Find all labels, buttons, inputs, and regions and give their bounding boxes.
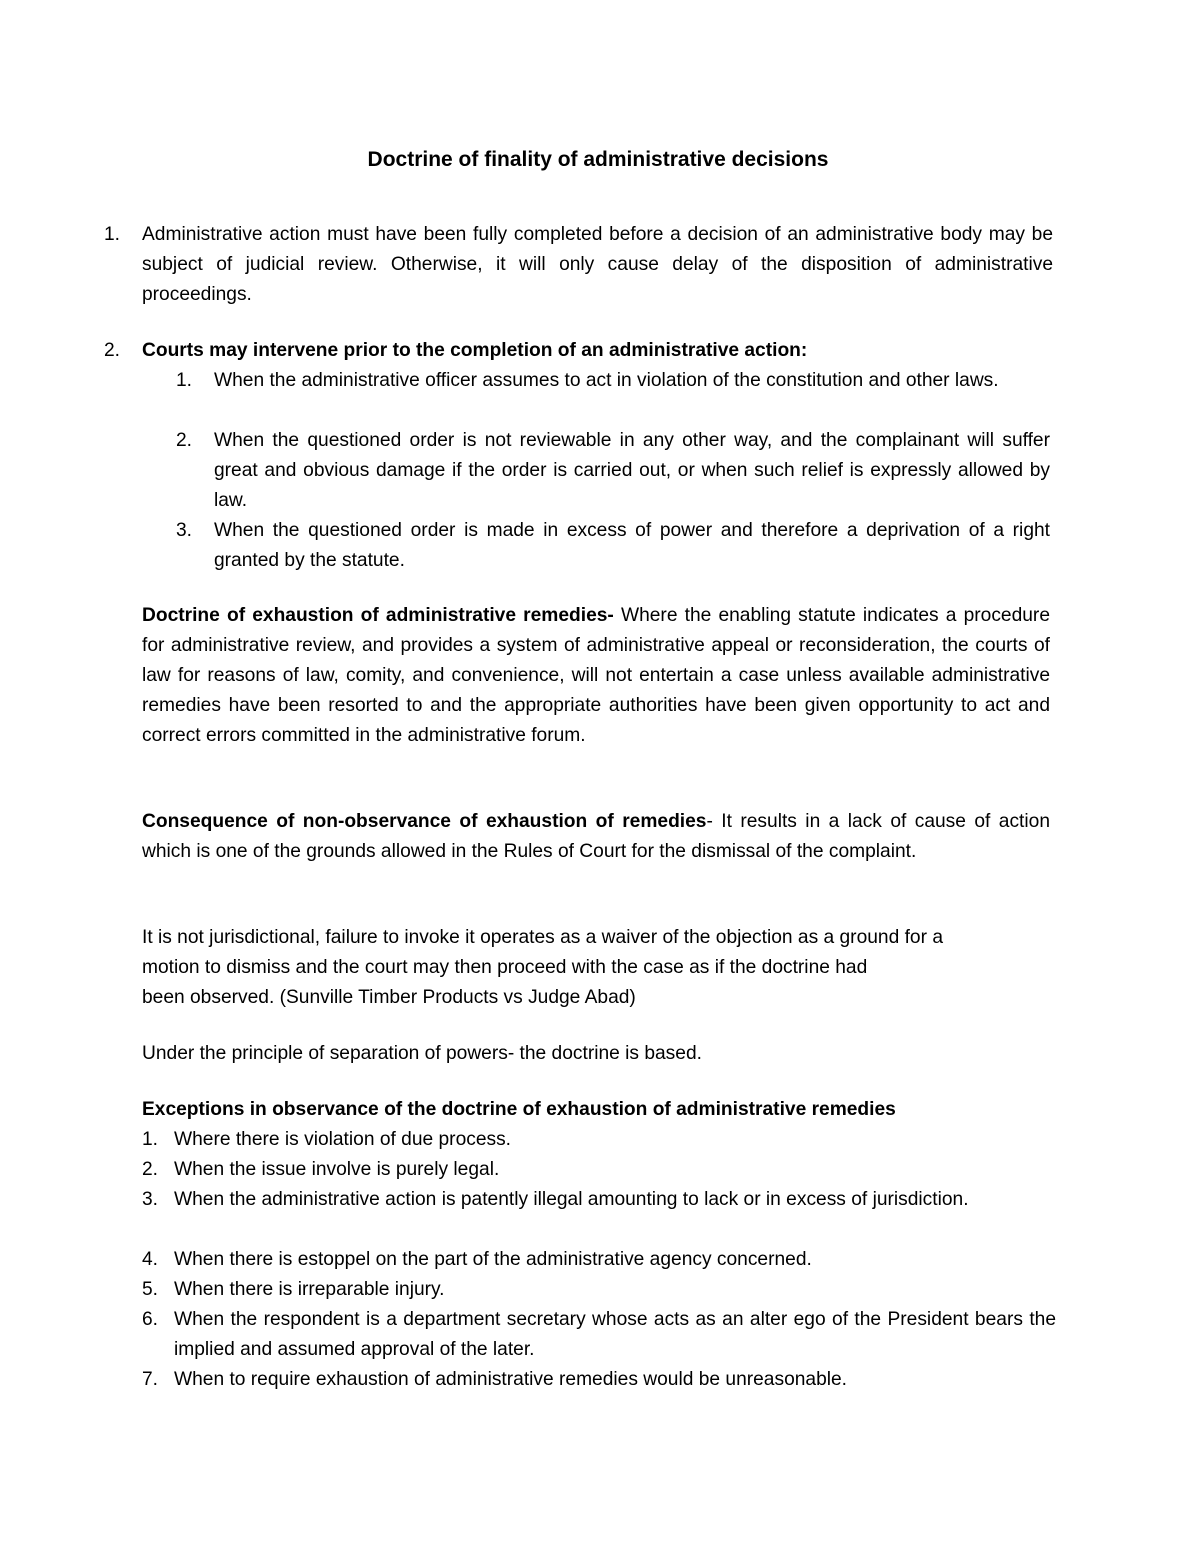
finality-item-1: Administrative action must have been fully completed before a decision of an administrative body may be subject of judicial review. Otherwise, it will only cause delay of the disposition of administrative proceedings. [142, 224, 1053, 305]
list-number: 7. [142, 1369, 159, 1390]
exceptions-heading: Exceptions in observance of the doctrine of exhaustion of administrative remedies [142, 1099, 896, 1120]
list-number: 3. [142, 1189, 159, 1210]
not-jurisdictional-line-1: It is not jurisdictional, failure to invoke it operates as a waiver of the objection as a ground for a [142, 927, 943, 948]
not-jurisdictional-line-3: been observed. (Sunville Timber Products vs Judge Abad) [142, 987, 636, 1008]
exception-item-5: When there is irreparable injury. [174, 1279, 445, 1300]
list-number: 5. [142, 1279, 159, 1300]
sublist-item-3: When the questioned order is made in excess of power and therefore a deprivation of a right granted by the statute. [214, 520, 1050, 571]
list-number: 6. [142, 1309, 159, 1330]
sublist-number: 1. [176, 370, 193, 391]
separation-paragraph: Under the principle of separation of powers- the doctrine is based. [142, 1043, 702, 1064]
exception-item-6: When the respondent is a department secretary whose acts as an alter ego of the President bears the implied and assumed approval of the later. [174, 1309, 1056, 1360]
consequence-paragraph [142, 807, 1050, 867]
finality-item-2-heading: Courts may intervene prior to the completion of an administrative action: [142, 340, 808, 361]
list-number: 2. [142, 1159, 159, 1180]
consequence-text: - It results in a lack of cause of action which is one of the grounds allowed in the Rules of Court for the dismissal of the complaint. [142, 811, 1050, 862]
sublist-number: 2. [176, 430, 193, 451]
sublist-item-2: When the questioned order is not reviewable in any other way, and the complainant will suffer great and obvious damage if the order is carried out, or when such relief is expressly allowed by law. [214, 430, 1050, 511]
not-jurisdictional-line-2: motion to dismiss and the court may then proceed with the case as if the doctrine had [142, 957, 868, 978]
sublist-item-1: When the administrative officer assumes to act in violation of the constitution and other laws. [214, 370, 999, 391]
list-number: 2. [104, 340, 121, 361]
document-title: Doctrine of finality of administrative decisions [367, 148, 829, 171]
exception-item-4: When there is estoppel on the part of the administrative agency concerned. [174, 1249, 812, 1270]
exception-item-3: When the administrative action is patently illegal amounting to lack or in excess of jurisdiction. [174, 1189, 969, 1210]
list-number: 4. [142, 1249, 159, 1270]
exception-item-1: Where there is violation of due process. [174, 1129, 512, 1150]
exception-item-7: When to require exhaustion of administrative remedies would be unreasonable. [174, 1369, 848, 1390]
not-jurisdictional-paragraph [142, 923, 1062, 1013]
exhaustion-text: Where the enabling statute indicates a procedure for administrative review, and provides a system of administrative appeal or reconsideration, the courts of law for reasons of law, comity, and convenience, will not entertain a case unless available administrative remedies have been resorted to and the appropriate authorities have been given opportunity to act and correct errors committed in the administrative forum. [142, 605, 1050, 746]
exhaustion-heading: Doctrine of exhaustion of administrative remedies- [142, 605, 614, 626]
list-number: 1. [104, 224, 121, 245]
sublist-number: 3. [176, 520, 193, 541]
list-number: 1. [142, 1129, 159, 1150]
exception-item-2: When the issue involve is purely legal. [174, 1159, 500, 1180]
exhaustion-paragraph [142, 601, 1050, 751]
consequence-heading: Consequence of non-observance of exhaustion of remedies [142, 811, 707, 832]
